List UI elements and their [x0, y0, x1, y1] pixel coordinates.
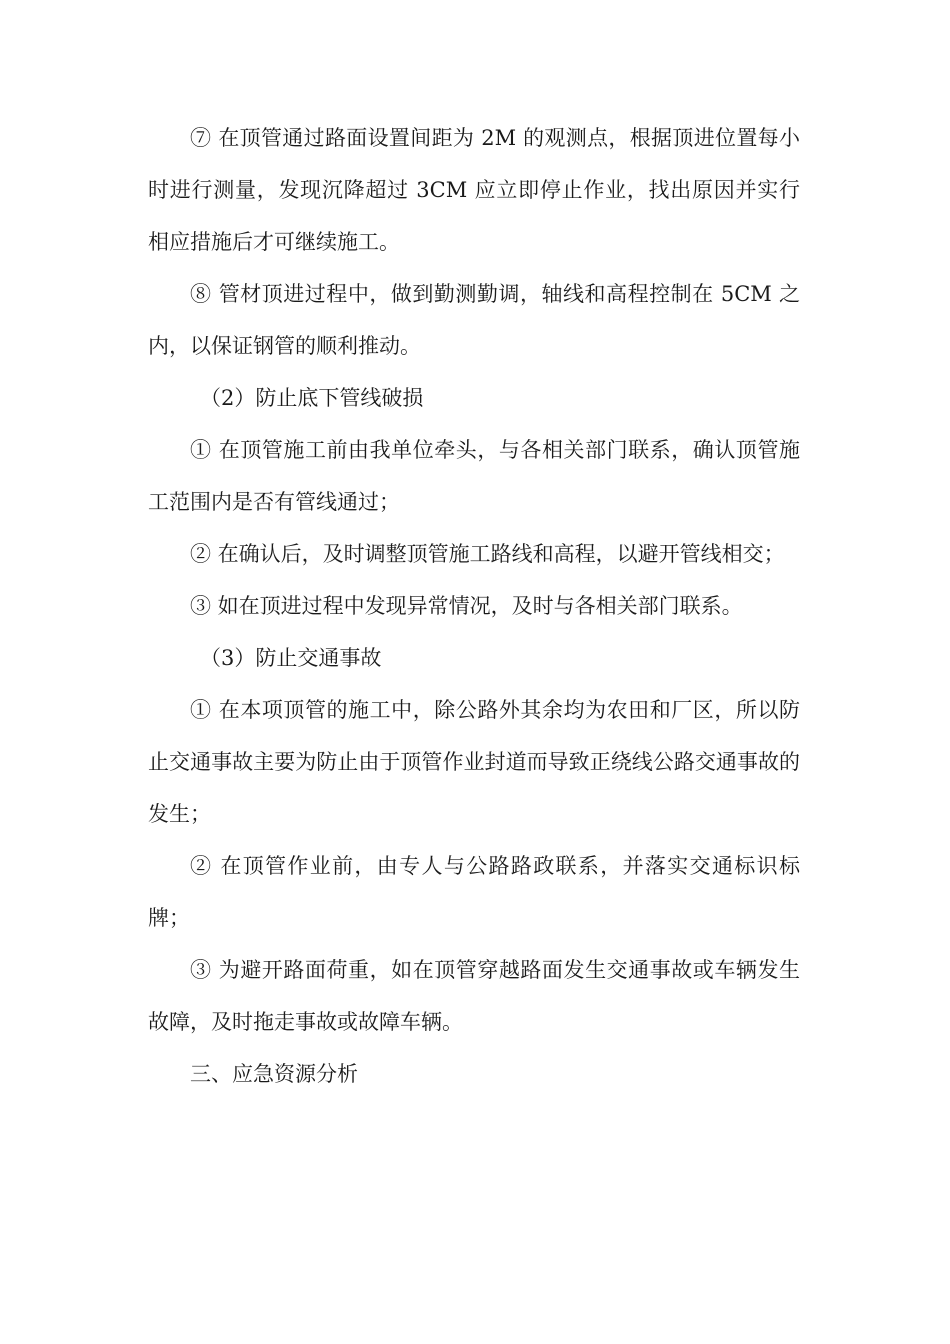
paragraph-item-7: ⑦ 在顶管通过路面设置间距为 2M 的观测点，根据顶进位置每小时进行测量，发现沉降超过 3CM 应立即停止作业，找出原因并实行相应措施后才可继续施工。 [148, 126, 800, 254]
paragraph-item-3: ③ 如在顶进过程中发现异常情况，及时与各相关部门联系。 [190, 594, 743, 618]
document-body [148, 112, 800, 1100]
section-heading-3: （3）防止交通事故 [200, 646, 382, 670]
paragraph-item-2: ② 在顶管作业前，由专人与公路路政联系，并落实交通标识标牌； [148, 854, 800, 930]
paragraph-item-3: ③ 为避开路面荷重，如在顶管穿越路面发生交通事故或车辆发生故障，及时拖走事故或故障车辆。 [148, 958, 800, 1034]
paragraph-item-1: ① 在本项顶管的施工中，除公路外其余均为农田和厂区，所以防止交通事故主要为防止由于顶管作业封道而导致正绕线公路交通事故的发生； [148, 698, 800, 826]
paragraph-item-8: ⑧ 管材顶进过程中，做到勤测勤调，轴线和高程控制在 5CM 之内，以保证钢管的顺利推动。 [148, 282, 800, 358]
chapter-heading: 三、应急资源分析 [190, 1062, 358, 1086]
paragraph-item-1: ① 在顶管施工前由我单位牵头，与各相关部门联系，确认顶管施工范围内是否有管线通过； [148, 438, 800, 514]
section-heading-2: （2）防止底下管线破损 [200, 386, 424, 410]
paragraph-item-2: ② 在确认后，及时调整顶管施工路线和高程，以避开管线相交； [190, 542, 785, 566]
